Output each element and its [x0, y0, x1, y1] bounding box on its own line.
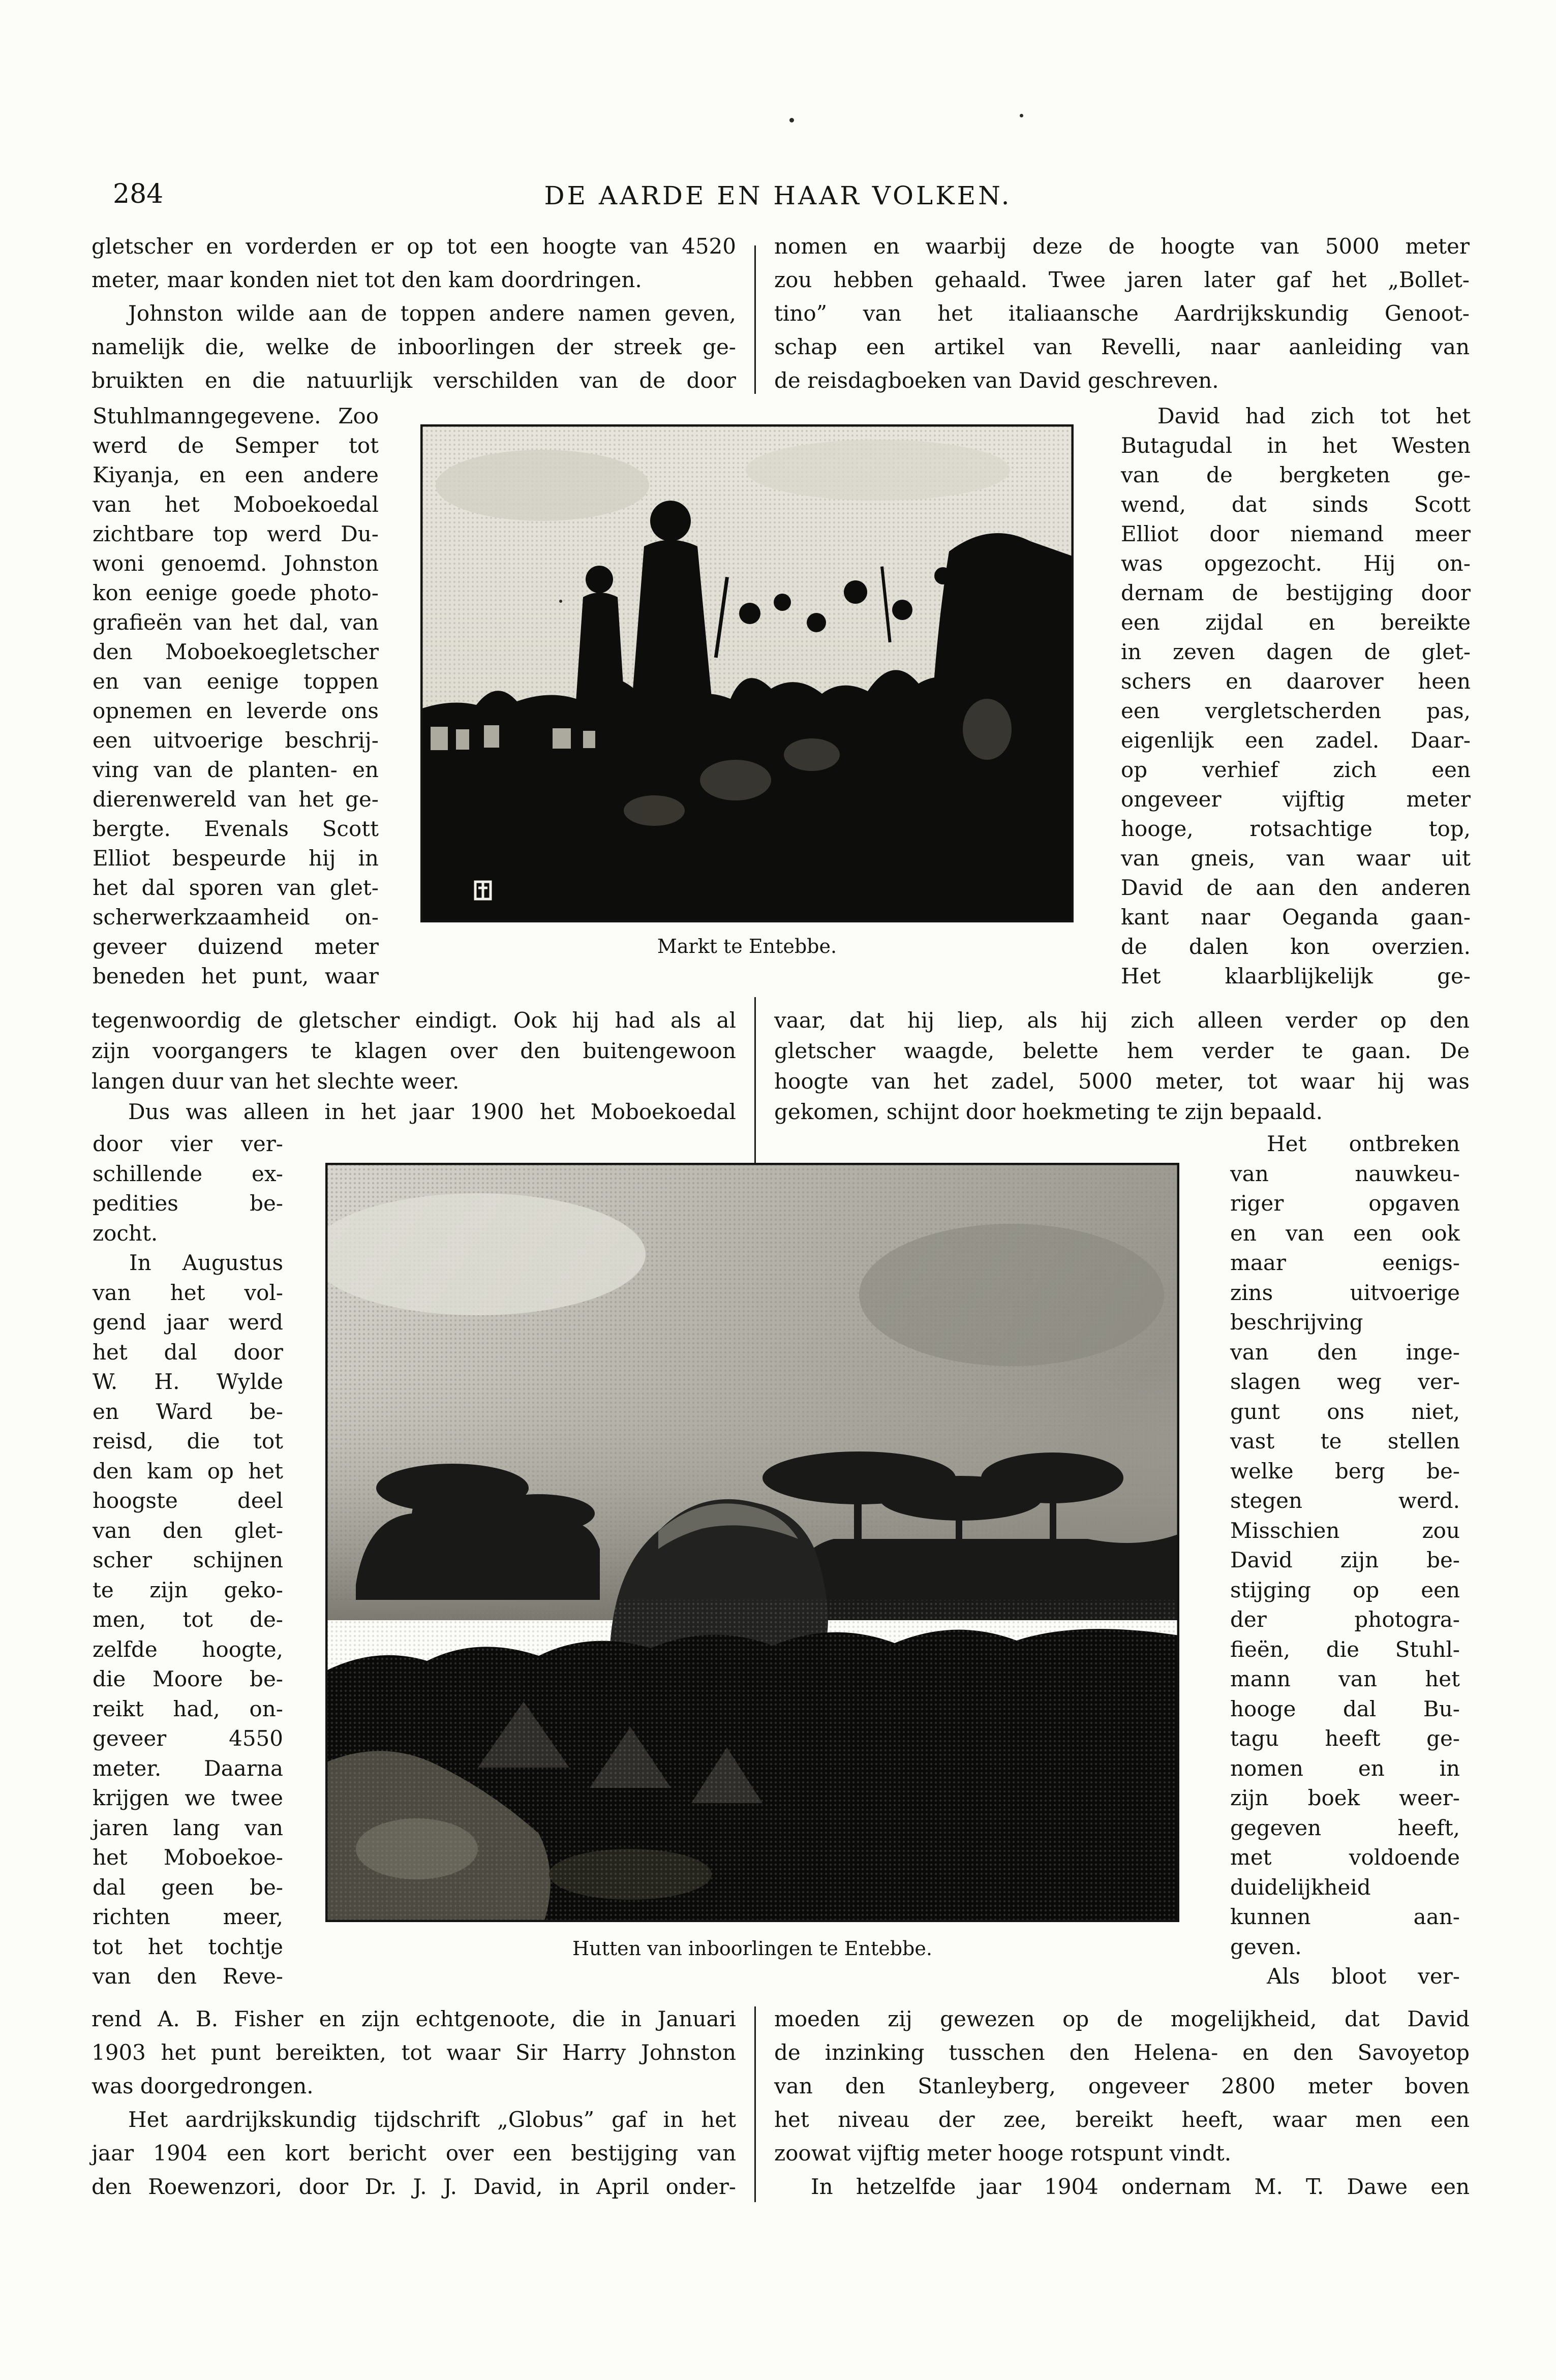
text-line: werd de Semper tot	[93, 433, 379, 458]
text-line: Dus was alleen in het jaar 1900 het Moboekoedal	[128, 1099, 736, 1124]
text-line: gletscher en vorderden er op tot een hoogte van 4520	[91, 234, 736, 259]
text-line: was opgezocht. Hij on-	[1121, 551, 1471, 576]
text-line: van den Reve-	[93, 1964, 283, 1989]
text-line: het dal sporen van glet-	[93, 875, 379, 900]
scan-speck	[789, 118, 794, 122]
text-line: der photogra-	[1230, 1607, 1460, 1632]
text-line: dal geen be-	[93, 1874, 283, 1900]
text-line: meter, maar konden niet tot den kam doordringen.	[91, 267, 642, 292]
text-line: tot het tochtje	[93, 1934, 283, 1959]
text-line: tegenwoordig de gletscher eindigt. Ook hij had als al	[91, 1008, 736, 1033]
text-line: schillende ex-	[93, 1161, 283, 1186]
text-line: fieën, die Stuhl-	[1230, 1636, 1460, 1662]
text-line: bruikten en die natuurlijk verschilden van de door	[91, 368, 736, 393]
text-line: van den Stanleyberg, ongeveer 2800 meter boven	[774, 2074, 1470, 2098]
text-line: hoogste deel	[93, 1488, 283, 1513]
text-line: van den glet-	[93, 1518, 283, 1543]
text-line: in zeven dagen de glet-	[1121, 639, 1471, 664]
text-line: riger opgaven	[1230, 1191, 1460, 1216]
text-line: geveer duizend meter	[93, 934, 379, 959]
column-divider	[754, 2006, 756, 2202]
market-photo-image	[420, 424, 1074, 922]
text-line: In Augustus	[129, 1250, 283, 1275]
text-line: reikt had, on-	[93, 1696, 283, 1721]
text-line: vaar, dat hij liep, als hij zich alleen verder op den	[774, 1008, 1470, 1033]
text-line: hoogte van het zadel, 5000 meter, tot waar hij was	[774, 1069, 1470, 1094]
text-line: gegeven heeft,	[1230, 1815, 1460, 1840]
text-line: rend A. B. Fisher en zijn echtgenoote, die in Januari	[91, 2006, 736, 2031]
text-line: door vier ver-	[93, 1131, 283, 1156]
text-block-right-bottom	[774, 2002, 1470, 2204]
text-line: gunt ons niet,	[1230, 1399, 1460, 1424]
text-line: stegen werd.	[1230, 1488, 1460, 1513]
text-line: vast te stellen	[1230, 1429, 1460, 1454]
huts-photo-image	[325, 1163, 1179, 1922]
photo1-caption: Markt te Entebbe.	[657, 935, 837, 957]
text-line: de reisdagboeken van David geschreven.	[774, 368, 1219, 393]
page-title: DE AARDE EN HAAR VOLKEN.	[544, 181, 1012, 210]
text-line: welke berg be-	[1230, 1458, 1460, 1483]
text-line: hooge dal Bu-	[1230, 1696, 1460, 1721]
text-line: mann van het	[1230, 1666, 1460, 1691]
text-line: wend, dat sinds Scott	[1121, 492, 1471, 517]
text-line: het Moboekoe-	[93, 1845, 283, 1870]
text-line: kon eenige goede photo-	[93, 580, 379, 605]
text-line: moeden zij gewezen op de mogelijkheid, dat David	[774, 2006, 1470, 2031]
text-line: te zijn geko-	[93, 1577, 283, 1602]
text-line: op verhief zich een	[1121, 757, 1471, 782]
text-line: David de aan den anderen	[1121, 875, 1471, 900]
text-line: die Moore be-	[93, 1666, 283, 1691]
text-line: In hetzelfde jaar 1904 ondernam M. T. Dawe een	[811, 2174, 1470, 2199]
text-line: Misschien zou	[1230, 1518, 1460, 1543]
text-line: 1903 het punt bereikten, tot waar Sir Harry Johnston	[91, 2040, 736, 2065]
text-line: Het aardrijkskundig tijdschrift „Globus” gaf in het	[128, 2107, 736, 2132]
text-line: een zijdal en bereikte	[1121, 610, 1471, 635]
text-line: het niveau der zee, bereikt heeft, waar men een	[774, 2107, 1470, 2132]
text-line: Elliot door niemand meer	[1121, 521, 1471, 546]
text-line: beschrijving	[1230, 1310, 1363, 1335]
photo-hutten-van-inboorlingen	[325, 1163, 1179, 1922]
text-line: woni genoemd. Johnston	[93, 551, 379, 576]
text-line: namelijk die, welke de inboorlingen der streek ge-	[91, 334, 736, 359]
text-line: en van een ook	[1230, 1220, 1460, 1246]
text-line: slagen weg ver-	[1230, 1369, 1460, 1394]
text-line: en van eenige toppen	[93, 669, 379, 694]
text-line: geveer 4550	[93, 1726, 283, 1751]
text-line: duidelijkheid	[1230, 1874, 1371, 1900]
text-line: den kam op het	[93, 1458, 283, 1483]
text-line: hooge, rotsachtige top,	[1121, 816, 1471, 841]
text-line: ving van de planten- en	[93, 757, 379, 782]
text-line: W. H. Wylde	[93, 1369, 283, 1394]
text-line: zelfde hoogte,	[93, 1636, 283, 1662]
text-line: Het klaarblijkelijk ge-	[1121, 964, 1471, 988]
text-block-left-beside-photo1	[93, 401, 379, 991]
column-divider	[754, 997, 756, 1166]
text-block-right-beside-photo2	[1230, 1129, 1460, 1992]
text-line: van den inge-	[1230, 1339, 1460, 1365]
text-line: den Moboekoegletscher	[93, 639, 379, 664]
text-line: Het ontbreken	[1267, 1131, 1460, 1156]
text-line: nomen en in	[1230, 1755, 1460, 1781]
photo2-caption: Hutten van inboorlingen te Entebbe.	[572, 1937, 932, 1960]
text-line: schers en daarover heen	[1121, 669, 1471, 694]
text-line: het dal door	[93, 1339, 283, 1365]
text-line: gletscher waagde, belette hem verder te gaan. De	[774, 1038, 1470, 1063]
text-block-left-top	[91, 230, 736, 397]
text-line: zichtbare top werd Du-	[93, 521, 379, 546]
text-line: David zijn be-	[1230, 1548, 1460, 1572]
text-line: Als bloot ver-	[1267, 1964, 1460, 1989]
text-line: opnemen en leverde ons	[93, 698, 379, 723]
text-line: dierenwereld van het ge-	[93, 787, 379, 812]
text-line: richten meer,	[93, 1904, 283, 1929]
text-line: bergte. Evenals Scott	[93, 816, 379, 841]
text-line: gekomen, schijnt door hoekmeting te zijn bepaald.	[774, 1099, 1323, 1124]
text-line: gend jaar werd	[93, 1310, 283, 1335]
text-line: scher schijnen	[93, 1548, 283, 1572]
text-line: een vergletscherden pas,	[1121, 698, 1471, 723]
text-line: zins uitvoerige	[1230, 1280, 1460, 1305]
text-block-right-beside-photo1	[1121, 401, 1471, 991]
text-line: beneden het punt, waar	[93, 964, 379, 988]
text-block-left-bottom	[91, 2002, 736, 2204]
text-line: schap een artikel van Revelli, naar aanleiding van	[774, 334, 1470, 359]
text-line: Kiyanja, en een andere	[93, 462, 379, 487]
text-line: den Roewenzori, door Dr. J. J. David, in April onder-	[91, 2174, 736, 2199]
text-line: jaar 1904 een kort bericht over een bestijging van	[91, 2141, 736, 2166]
text-line: kunnen aan-	[1230, 1904, 1460, 1929]
text-line: zoowat vijftig meter hooge rotspunt vindt.	[774, 2141, 1232, 2166]
text-line: grafieën van het dal, van	[93, 610, 379, 635]
text-line: pedities be-	[93, 1191, 283, 1216]
text-line: zou hebben gehaald. Twee jaren later gaf het „Bollet-	[774, 267, 1470, 292]
text-line: tino” van het italiaansche Aardrijkskundig Genoot-	[774, 301, 1470, 326]
text-block-right-middle	[774, 1005, 1470, 1127]
text-line: de inzinking tusschen den Helena- en den Savoyetop	[774, 2040, 1470, 2065]
text-line: krijgen we twee	[93, 1785, 283, 1810]
text-line: maar eenigs-	[1230, 1250, 1460, 1275]
text-line: een uitvoerige beschrij-	[93, 728, 379, 753]
text-line: reisd, die tot	[93, 1429, 283, 1454]
text-line: jaren lang van	[93, 1815, 283, 1840]
text-line: ongeveer vijftig meter	[1121, 787, 1471, 812]
scan-speck	[1020, 114, 1023, 117]
text-line: geven.	[1230, 1934, 1302, 1959]
text-line: zocht.	[93, 1220, 158, 1246]
photo-markt-te-entebbe	[420, 424, 1074, 922]
text-line: van het vol-	[93, 1280, 283, 1305]
text-block-left-middle	[91, 1005, 736, 1127]
text-line: dernam de bestijging door	[1121, 580, 1471, 605]
text-line: meter. Daarna	[93, 1755, 283, 1781]
text-line: van het Moboekoedal	[93, 492, 379, 517]
text-line: zijn boek weer-	[1230, 1785, 1460, 1810]
text-block-left-beside-photo2	[93, 1129, 283, 1992]
text-line: de dalen kon overzien.	[1121, 934, 1471, 959]
text-line: van nauwkeu-	[1230, 1161, 1460, 1186]
text-line: van de bergketen ge-	[1121, 462, 1471, 487]
text-line: kant naar Oeganda gaan-	[1121, 905, 1471, 930]
text-line: eigenlijk een zadel. Daar-	[1121, 728, 1471, 753]
text-line: David had zich tot het	[1157, 404, 1471, 428]
text-line: Johnston wilde aan de toppen andere namen geven,	[128, 301, 736, 326]
text-line: van gneis, van waar uit	[1121, 846, 1471, 871]
text-block-right-top	[774, 230, 1470, 397]
scan-speck	[559, 600, 562, 603]
text-line: men, tot de-	[93, 1607, 283, 1632]
text-line: langen duur van het slechte weer.	[91, 1069, 460, 1094]
text-line: was doorgedrongen.	[91, 2074, 314, 2098]
page-number: 284	[113, 179, 164, 209]
text-line: zijn voorgangers te klagen over den buitengewoon	[91, 1038, 736, 1063]
text-line: met voldoende	[1230, 1845, 1460, 1870]
text-line: en Ward be-	[93, 1399, 283, 1424]
text-line: scherwerkzaamheid on-	[93, 905, 379, 930]
text-line: Butagudal in het Westen	[1121, 433, 1471, 458]
column-divider	[754, 245, 756, 394]
text-line: stijging op een	[1230, 1577, 1460, 1602]
text-line: Elliot bespeurde hij in	[93, 846, 379, 871]
text-line: Stuhlmanngegevene. Zoo	[93, 404, 379, 428]
text-line: tagu heeft ge-	[1230, 1726, 1460, 1751]
text-line: nomen en waarbij deze de hoogte van 5000 meter	[774, 234, 1470, 259]
